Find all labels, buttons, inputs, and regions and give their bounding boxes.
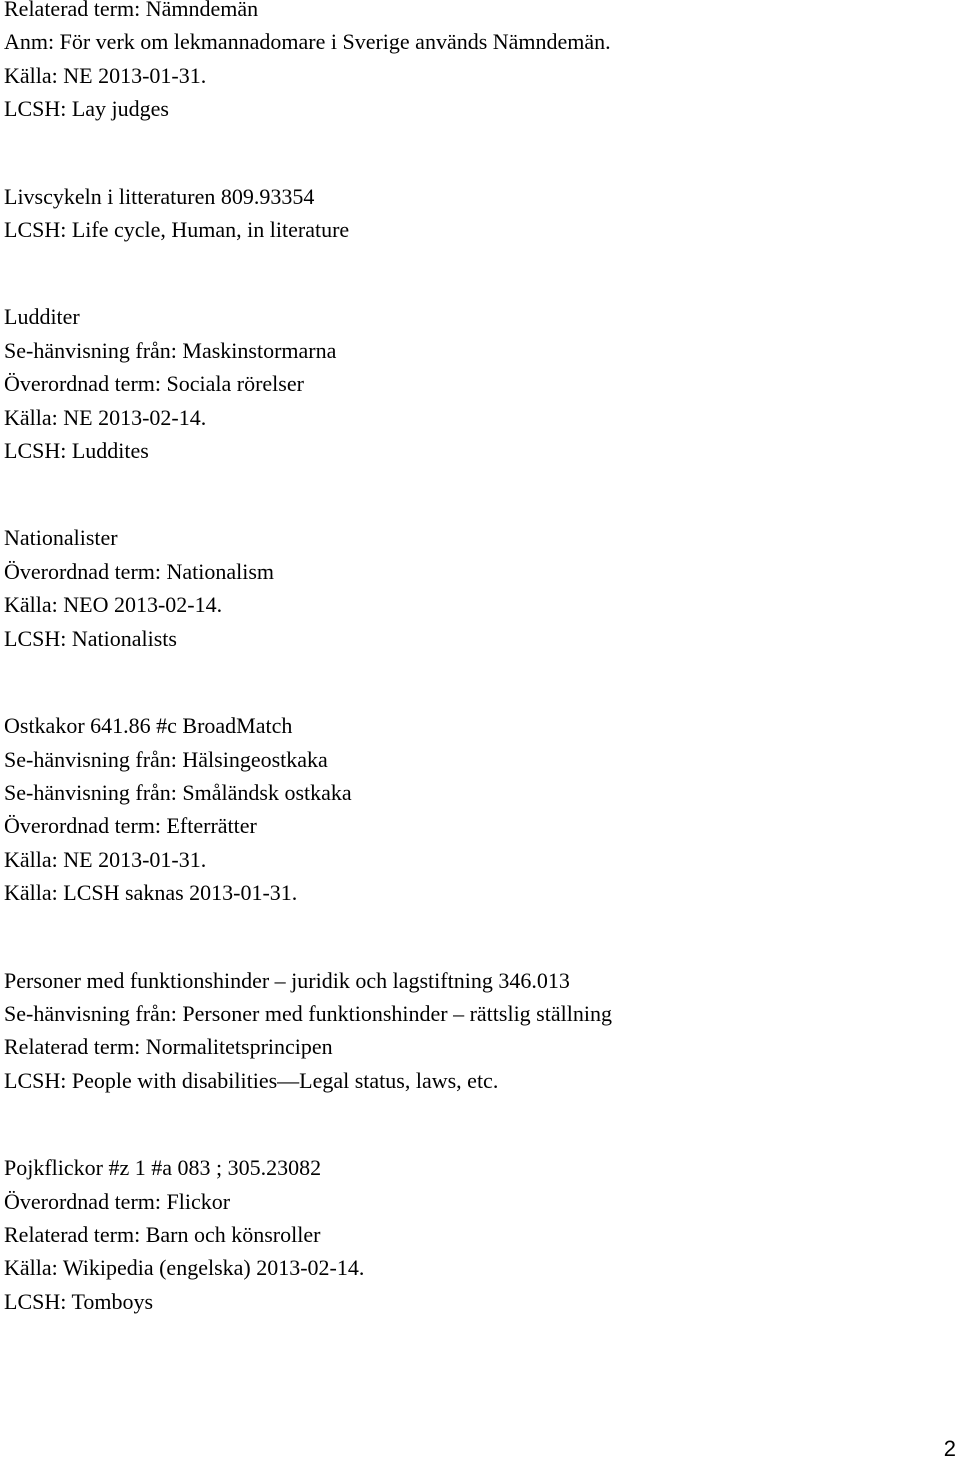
entry-line: LCSH: Tomboys [4, 1288, 154, 1314]
entry-line: LCSH: Life cycle, Human, in literature [4, 217, 350, 243]
entry-line: LCSH: Luddites [4, 438, 149, 464]
entry-nationalister [4, 521, 954, 655]
entry-livscykeln [4, 180, 954, 247]
entry-line: Se-hänvisning från: Maskinstormarna [4, 337, 337, 363]
entry-line: Källa: NE 2013-01-31. [4, 62, 207, 88]
entry-line: LCSH: Lay judges [4, 96, 169, 122]
entry-line: Relaterad term: Nämndemän [4, 0, 259, 21]
thesaurus-entries [4, 0, 954, 1318]
entry-line: Källa: NE 2013-02-14. [4, 404, 207, 430]
entry-heading: Ludditer [4, 304, 80, 330]
entry-heading: Livscykeln i litteraturen 809.93354 [4, 183, 315, 209]
entry-pojkflickor [4, 1151, 954, 1318]
entry-line: Källa: NEO 2013-02-14. [4, 592, 223, 618]
entry-line: Se-hänvisning från: Hälsingeostkaka [4, 746, 328, 772]
entry-line: Se-hänvisning från: Personer med funktionshinder – rättslig ställning [4, 1000, 612, 1026]
entry-heading: Nationalister [4, 525, 118, 551]
entry-line: Källa: Wikipedia (engelska) 2013-02-14. [4, 1255, 365, 1281]
entry-line: Källa: LCSH saknas 2013-01-31. [4, 880, 298, 906]
page-number: 2 [943, 1436, 956, 1461]
entry-line: Överordnad term: Nationalism [4, 558, 275, 584]
entry-heading: Personer med funktionshinder – juridik och lagstiftning 346.013 [4, 967, 570, 993]
entry-line: LCSH: People with disabilities—Legal status, laws, etc. [4, 1067, 499, 1093]
entry-line: Relaterad term: Barn och könsroller [4, 1221, 321, 1247]
entry-heading: Pojkflickor #z 1 #a 083 ; 305.23082 [4, 1155, 322, 1181]
entry-line: LCSH: Nationalists [4, 625, 177, 651]
entry-line: Relaterad term: Normalitetsprincipen [4, 1034, 333, 1060]
entry-line: Överordnad term: Efterrätter [4, 813, 257, 839]
entry-line: Överordnad term: Flickor [4, 1188, 231, 1214]
entry-ludditer [4, 300, 954, 467]
entry-line: Överordnad term: Sociala rörelser [4, 371, 304, 397]
entry-personer-med-funktionshinder [4, 964, 954, 1098]
entry-ostkakor [4, 709, 954, 909]
entry-line: Se-hänvisning från: Småländsk ostkaka [4, 779, 352, 805]
entry-line: Anm: För verk om lekmannadomare i Sverige används Nämndemän. [4, 29, 611, 55]
entry-heading: Ostkakor 641.86 #c BroadMatch [4, 713, 293, 739]
entry-line: Källa: NE 2013-01-31. [4, 846, 207, 872]
entry-namndeman [4, 0, 954, 126]
